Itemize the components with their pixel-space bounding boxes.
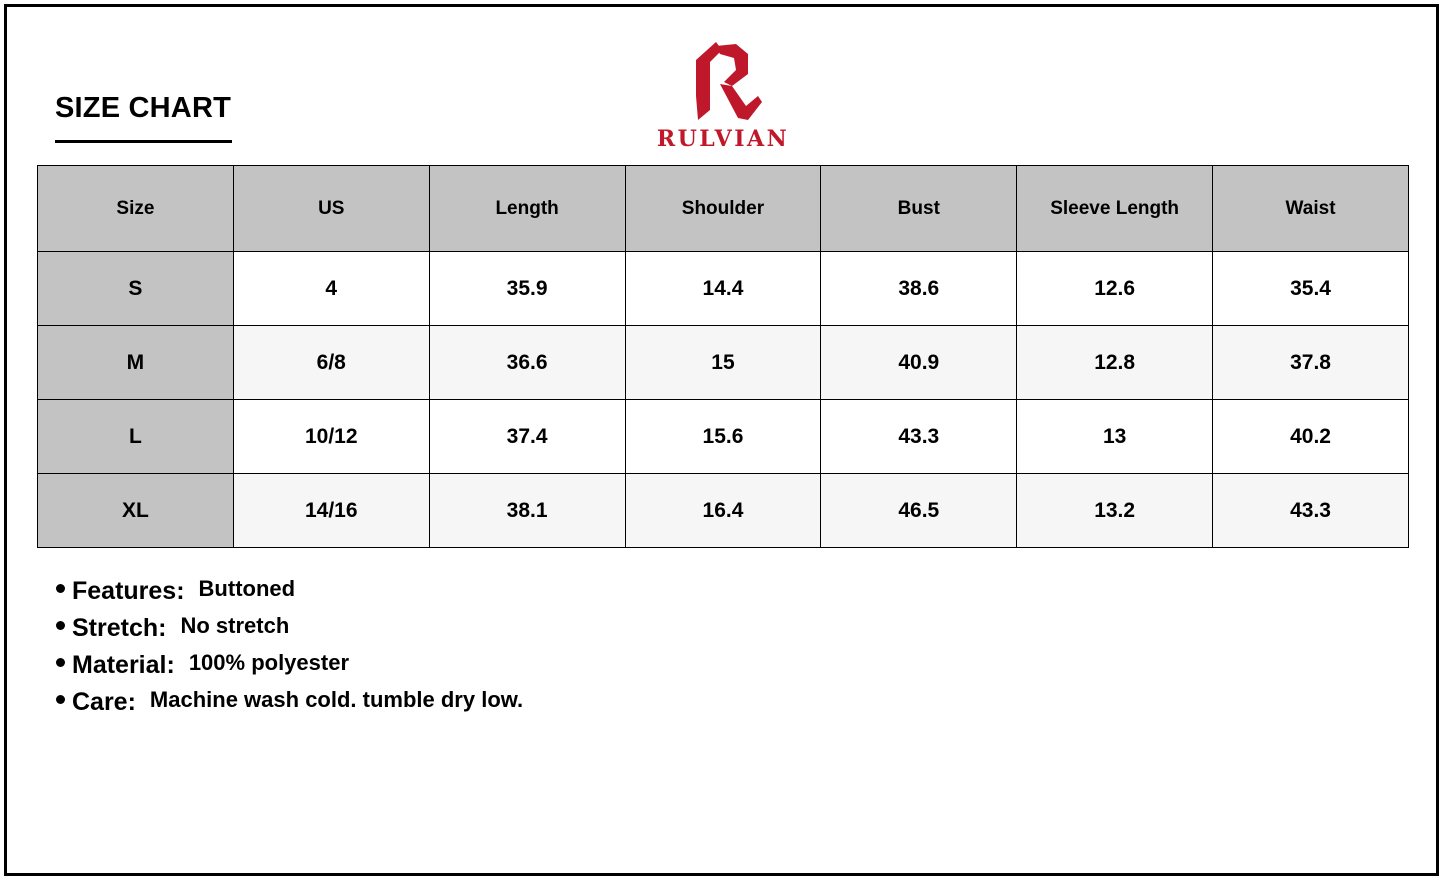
table-row: [38, 474, 1409, 548]
table-cell-size: S: [38, 252, 234, 326]
table-cell: 10/12: [233, 400, 429, 474]
table-cell: 37.8: [1213, 326, 1409, 400]
table-row: [38, 252, 1409, 326]
brand-name: RULVIAN: [656, 126, 790, 152]
table-cell-size: L: [38, 400, 234, 474]
feature-label: Care:: [72, 688, 136, 716]
list-item-care: [52, 684, 523, 721]
table-cell: 46.5: [821, 474, 1017, 548]
features-list: [52, 573, 523, 721]
table-cell: 14/16: [233, 474, 429, 548]
bullet-icon: [56, 695, 65, 704]
feature-value: No stretch: [180, 612, 290, 638]
feature-value: Buttoned: [198, 575, 296, 601]
table-cell: 35.9: [429, 252, 625, 326]
header-sleeve-length: Sleeve Length: [1017, 166, 1213, 252]
header-length: Length: [429, 166, 625, 252]
page-title: SIZE CHART: [55, 92, 231, 124]
table-cell: 37.4: [429, 400, 625, 474]
table-cell: 43.3: [821, 400, 1017, 474]
list-item-features: [52, 573, 523, 610]
bullet-icon: [56, 584, 65, 593]
table-cell: 38.1: [429, 474, 625, 548]
table-cell: 43.3: [1213, 474, 1409, 548]
table-cell-size: M: [38, 326, 234, 400]
table-cell: 13: [1017, 400, 1213, 474]
title-underline: [55, 140, 232, 143]
table-cell: 36.6: [429, 326, 625, 400]
header-waist: Waist: [1213, 166, 1409, 252]
list-item-material: [52, 647, 523, 684]
table-cell: 13.2: [1017, 474, 1213, 548]
size-table: [37, 165, 1409, 548]
bullet-icon: [56, 658, 65, 667]
rulvian-r-logo-icon: [686, 40, 766, 126]
table-cell: 12.6: [1017, 252, 1213, 326]
feature-value: Machine wash cold. tumble dry low.: [149, 686, 524, 712]
table-cell: 15: [625, 326, 821, 400]
table-cell: 38.6: [821, 252, 1017, 326]
feature-label: Material:: [72, 651, 175, 679]
table-cell-size: XL: [38, 474, 234, 548]
table-cell: 15.6: [625, 400, 821, 474]
feature-label: Features:: [72, 577, 185, 605]
table-cell: 35.4: [1213, 252, 1409, 326]
list-item-stretch: [52, 610, 523, 647]
table-cell: 16.4: [625, 474, 821, 548]
feature-value: 100% polyester: [188, 649, 350, 675]
header-shoulder: Shoulder: [625, 166, 821, 252]
table-cell: 12.8: [1017, 326, 1213, 400]
table-cell: 40.2: [1213, 400, 1409, 474]
table-row: [38, 400, 1409, 474]
table-cell: 6/8: [233, 326, 429, 400]
brand-logo: [648, 38, 798, 153]
table-cell: 4: [233, 252, 429, 326]
header-us: US: [233, 166, 429, 252]
table-row: [38, 326, 1409, 400]
table-cell: 14.4: [625, 252, 821, 326]
table-header-row: [38, 166, 1409, 252]
header-bust: Bust: [821, 166, 1017, 252]
bullet-icon: [56, 621, 65, 630]
header-size: Size: [38, 166, 234, 252]
feature-label: Stretch:: [72, 614, 167, 642]
table-cell: 40.9: [821, 326, 1017, 400]
